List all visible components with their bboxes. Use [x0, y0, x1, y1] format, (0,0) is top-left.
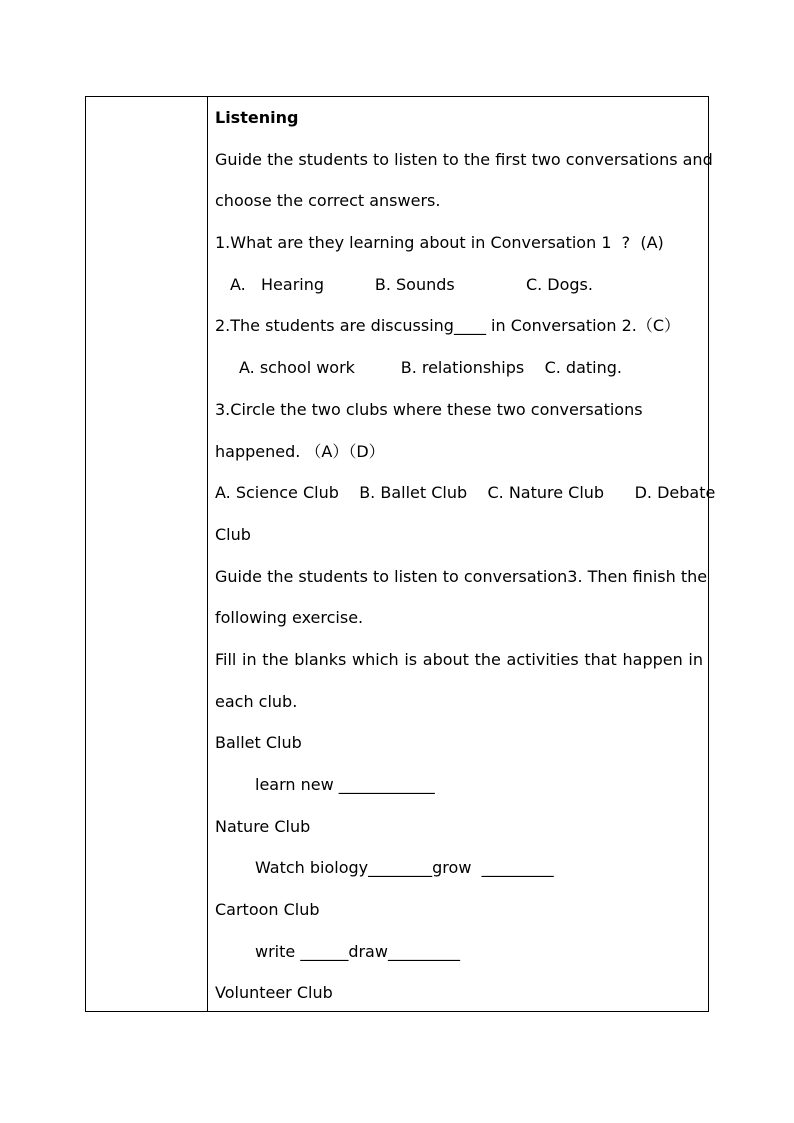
club-activity: Watch biology________grow _________ — [255, 858, 554, 878]
instruction-line: each club. — [215, 691, 298, 711]
question-2: 2.The students are discussing____ in Conversation 2.（C） — [215, 316, 681, 336]
listening-cell — [215, 99, 716, 1016]
question-3-options-cont: Club — [215, 524, 251, 544]
question-2-options: A. school work B. relationships C. dating. — [239, 358, 622, 378]
question-1-options: A. Hearing B. Sounds C. Dogs. — [230, 274, 593, 294]
instruction-line: following exercise. — [215, 608, 364, 628]
instruction-line: Guide the students to listen to conversation3. Then finish the — [215, 566, 708, 586]
club-activity: learn new ____________ — [255, 775, 435, 794]
question-3-options: A. Science Club B. Ballet Club C. Nature Club D. Debate — [215, 483, 716, 503]
club-name: Nature Club — [215, 816, 311, 836]
instruction-line: Guide the students to listen to the first two conversations and — [215, 149, 713, 169]
column-divider — [207, 96, 208, 1012]
club-name: Ballet Club — [215, 733, 302, 753]
club-name: Cartoon Club — [215, 900, 320, 920]
club-name: Volunteer Club — [215, 983, 333, 1003]
instruction-line: choose the correct answers. — [215, 191, 441, 211]
club-activity: write ______draw_________ — [255, 941, 460, 961]
question-3-answer: happened. （A）（D） — [215, 441, 385, 461]
question-1: 1.What are they learning about in Conversation 1 ? (A) — [215, 233, 664, 253]
question-3: 3.Circle the two clubs where these two conversations — [215, 399, 643, 419]
instruction-line: Fill in the blanks which is about the activities that happen in — [215, 649, 703, 669]
section-title: Listening — [215, 108, 299, 127]
